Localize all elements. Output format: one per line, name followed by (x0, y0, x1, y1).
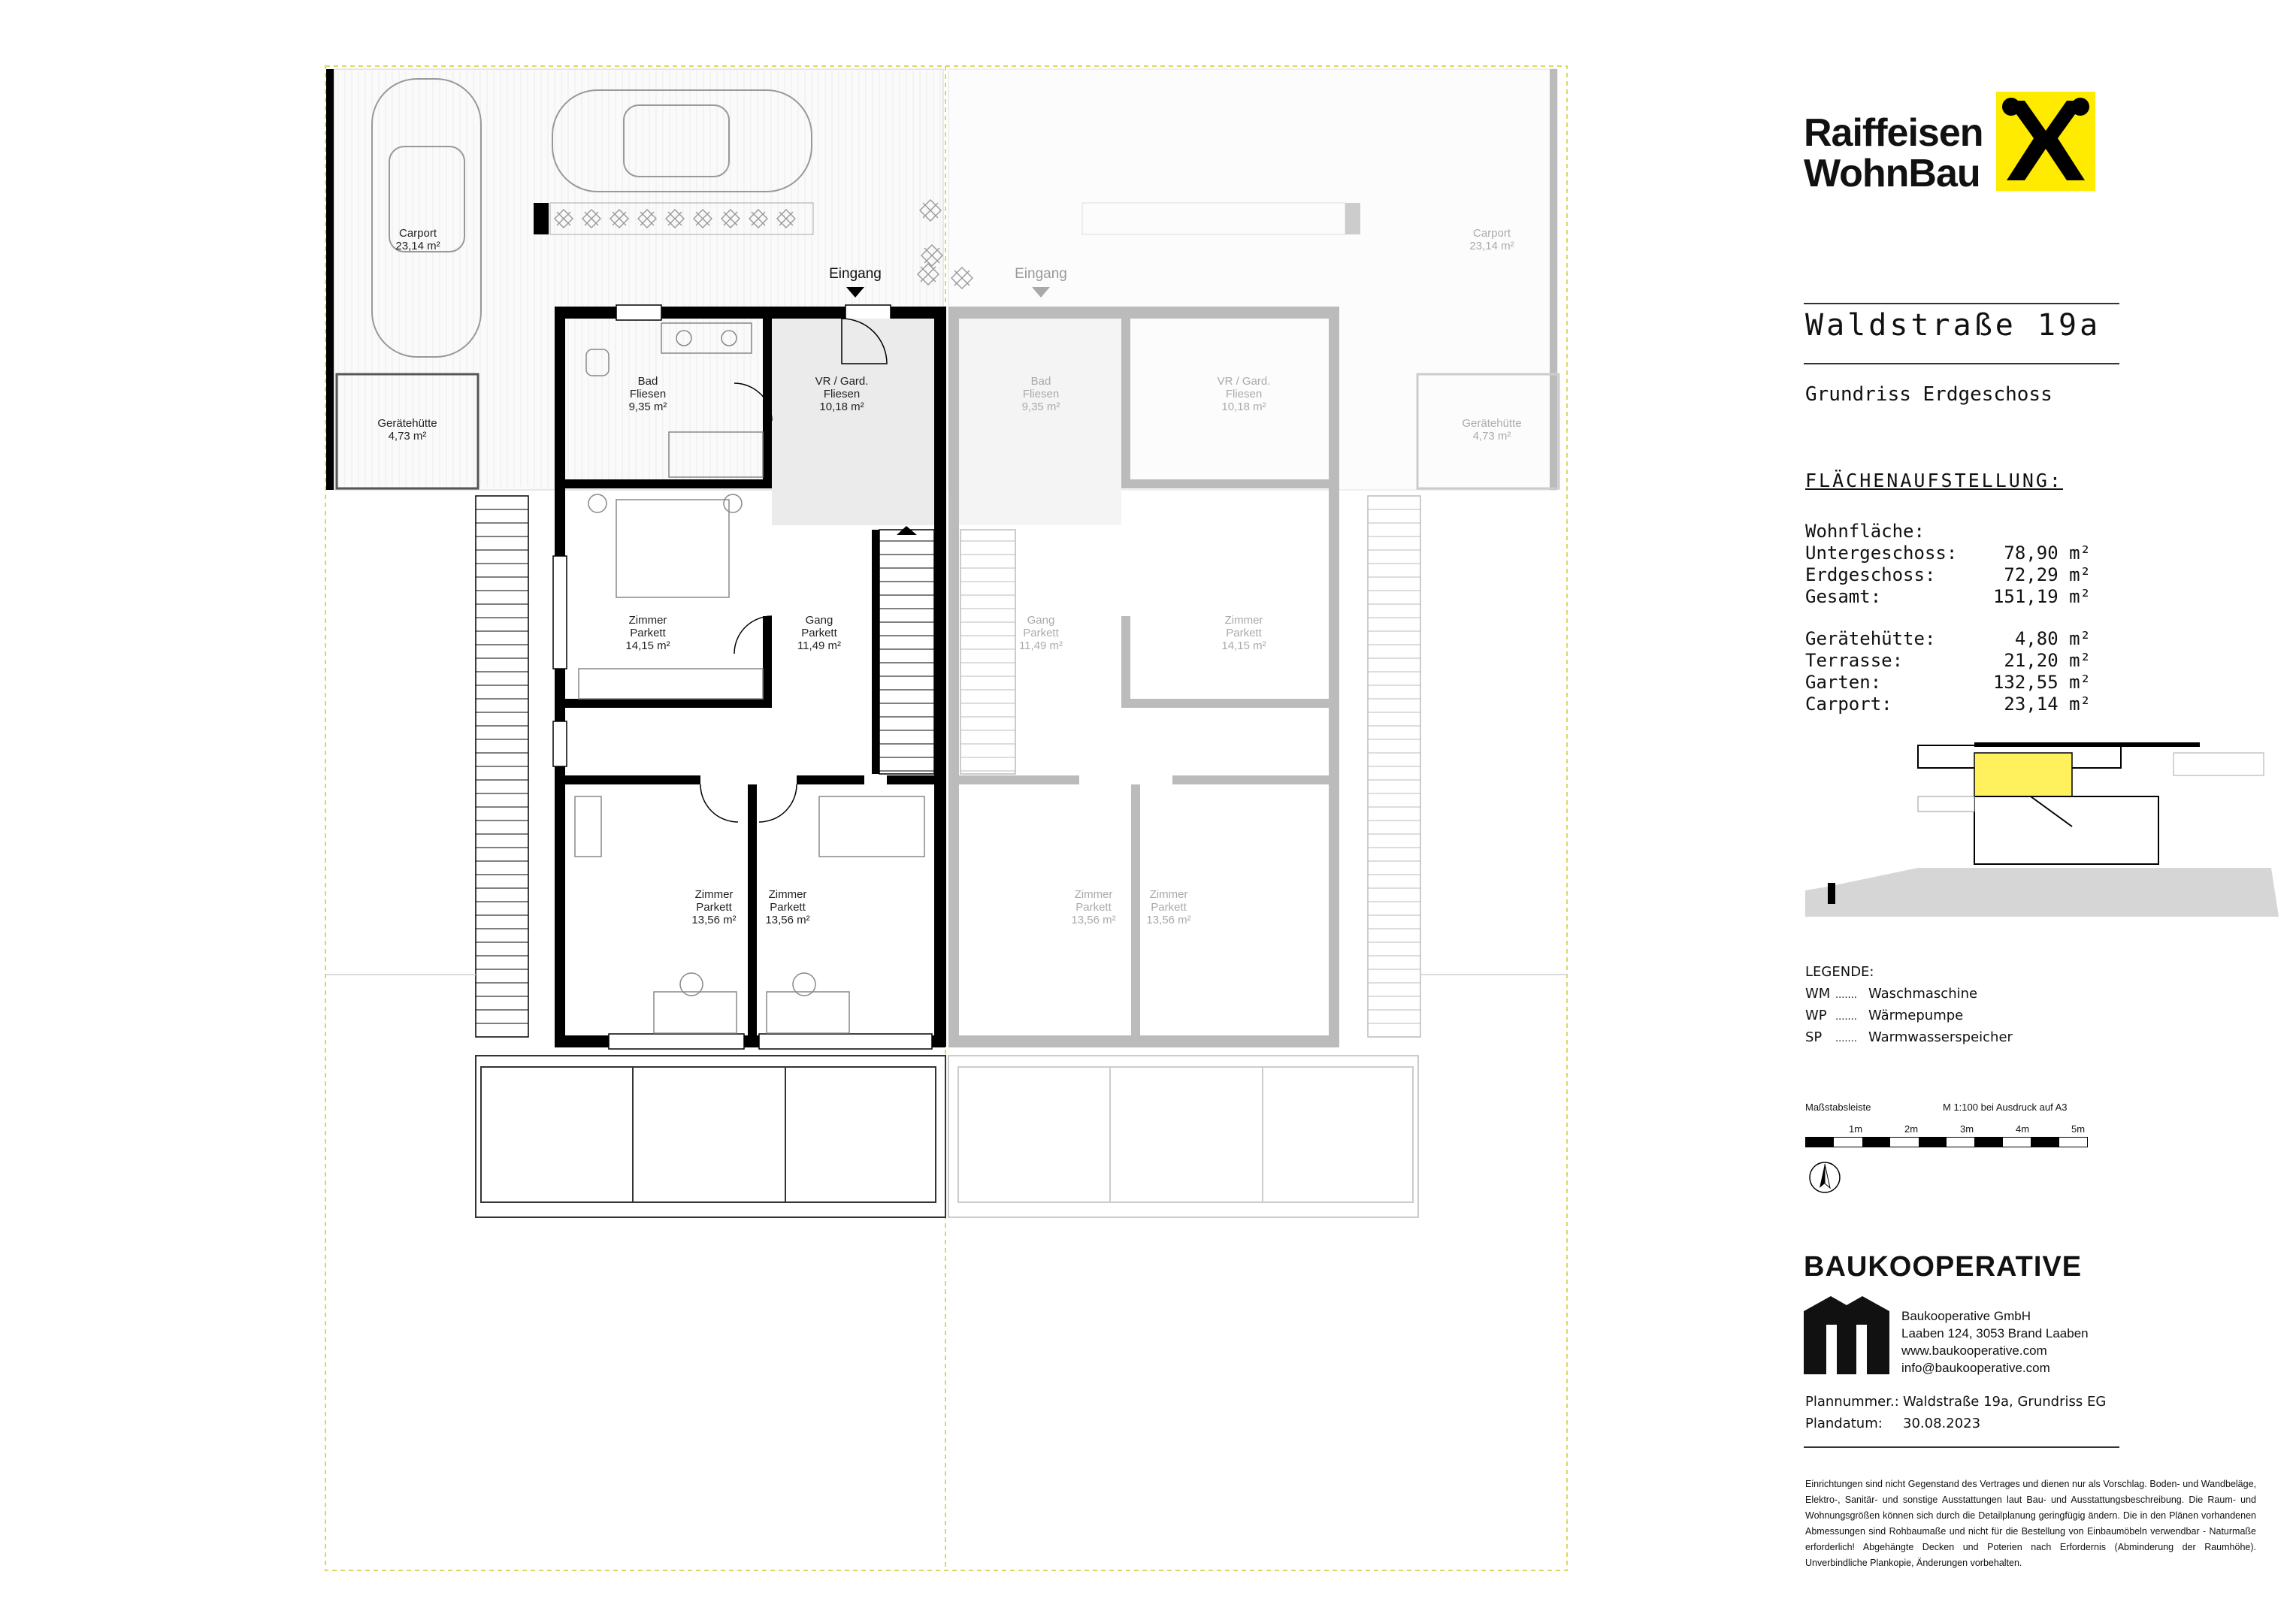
area-row (1805, 672, 2091, 694)
area-row (1805, 628, 2091, 650)
room-name: Carport (398, 227, 437, 240)
area-label: Gesamt: (1805, 586, 1882, 607)
legend-item (1805, 1029, 2013, 1045)
room-material: Fliesen (629, 388, 667, 400)
neighbour-terrace (948, 1056, 1418, 1217)
area-value: 78,90 m² (2004, 543, 2091, 564)
area-table-heading: FLÄCHENAUFSTELLUNG: (1805, 470, 2063, 491)
room-name: Zimmer (768, 888, 807, 901)
brand-logo-text (1804, 113, 1983, 194)
entrance-label: Eingang (829, 266, 882, 282)
plan-subtitle: Grundriss Erdgeschoss (1805, 383, 2052, 406)
legend-abbr: SP (1805, 1029, 1823, 1045)
company-name: Baukooperative GmbH (1901, 1309, 2031, 1323)
building-section-sketch (1805, 736, 2279, 917)
neighbour-room-area: 13,56 m² (1071, 914, 1116, 926)
stair-arrow-icon (897, 526, 917, 535)
legend-abbr: WP (1805, 1008, 1827, 1023)
divider (1804, 1446, 2119, 1448)
hallway-floor (772, 319, 934, 525)
room-name: Gang (805, 614, 833, 627)
area-row (1805, 564, 2091, 586)
area-label: Untergeschoss: (1805, 543, 1958, 564)
room-material: Parkett (630, 627, 666, 639)
stair-flight (879, 530, 934, 774)
area-label: Terrasse: (1805, 650, 1904, 671)
company-address: Laaben 124, 3053 Brand Laaben (1901, 1326, 2089, 1340)
scale-label: Maßstabsleiste (1805, 1102, 1871, 1113)
entrance-label-neighbour: Eingang (1015, 266, 1067, 282)
plan-date-label: Plandatum: (1805, 1416, 1883, 1431)
interior-stair (879, 526, 934, 774)
company-email: info@baukooperative.com (1901, 1361, 2050, 1375)
carport-wall (326, 69, 334, 490)
area-label: Wohnfläche: (1805, 521, 1925, 542)
neighbour-room-material: Parkett (1075, 901, 1112, 914)
legend-dots: ....... (1835, 1033, 1857, 1044)
legend-text: Waschmaschine (1868, 986, 1978, 1002)
area-value: 132,55 m² (1992, 672, 2091, 693)
area-label: Carport: (1805, 694, 1892, 715)
room-material: Fliesen (823, 388, 861, 400)
room-name: VR / Gard. (815, 375, 869, 388)
area-row (1805, 586, 2091, 608)
neighbour-room-name: Gerätehütte (1462, 417, 1522, 430)
room-area: 14,15 m² (625, 639, 670, 652)
room-name: Bad (637, 375, 658, 388)
area-label: Erdgeschoss: (1805, 564, 1936, 585)
area-value: 72,29 m² (2004, 564, 2091, 585)
neighbour-room-area: 23,14 m² (1469, 240, 1514, 252)
disclaimer: Einrichtungen sind nicht Gegenstand des Vertrages und dienen nur als Vorschlag. Boden- und Wandbeläge, Elektro-, Sanitär- und sonstige Ausstattungen laut Bau- und Ausstattungsbeschreibung. Die Raum- und Wohnungsgrößen können sich durch die Detailplanung geringfügig ändern. Die in den Plänen vorhandenen Abmessungen sind Rohbaumaße und nicht für die Bestellung von Einbaumöbeln verwendbar - Naturmaße erforderlich! Abgehängte Decken und Poterien nach Erfordernis (Abminderung der Raumhöhe). Unverbindliche Plankopie, Änderungen vorbehalten. (1805, 1479, 2256, 1568)
legend-item (1805, 1008, 1963, 1023)
area-value: 4,80 m² (2014, 628, 2091, 649)
neighbour-room-material: Parkett (1023, 627, 1059, 639)
neighbour-room-name: Gang (1027, 614, 1055, 627)
room-area: 9,35 m² (628, 400, 667, 413)
company-website: www.baukooperative.com (1901, 1343, 2047, 1358)
room-area: 23,14 m² (395, 240, 440, 252)
neighbour-room-name: Zimmer (1224, 614, 1263, 627)
area-row (1805, 650, 2091, 672)
neighbour-room-material: Fliesen (1225, 388, 1263, 400)
room-area: 4,73 m² (388, 430, 427, 443)
stair-flight (960, 530, 1015, 774)
brand-line-1: Raiffeisen (1804, 111, 1983, 155)
neighbour-room-area: 11,49 m² (1018, 639, 1063, 652)
legend-dots: ....... (1835, 990, 1857, 1001)
room-material: Parkett (696, 901, 732, 914)
plan-number-value: Waldstraße 19a, Grundriss EG (1903, 1394, 2107, 1410)
scale-bar (1805, 1123, 2088, 1147)
area-label: Gerätehütte: (1805, 628, 1936, 649)
neighbour-room-area: 14,15 m² (1221, 639, 1266, 652)
neighbour-room-material: Parkett (1151, 901, 1187, 914)
scale-tick: 5m (2071, 1123, 2086, 1135)
area-label: Garten: (1805, 672, 1882, 693)
scale-tick: 4m (2016, 1123, 2030, 1135)
raiffeisen-gable-cross-icon (1996, 92, 2095, 191)
planter-wall (534, 203, 549, 234)
scale-note: M 1:100 bei Ausdruck auf A3 (1943, 1102, 2068, 1113)
neighbour-room-name: Zimmer (1074, 888, 1113, 901)
project-title: Waldstraße 19a (1805, 308, 2101, 343)
scale-tick: 2m (1904, 1123, 1919, 1135)
neighbour-room-area: 13,56 m² (1146, 914, 1191, 926)
legend-heading: LEGENDE: (1805, 964, 1874, 980)
legend-dots: ....... (1835, 1011, 1857, 1023)
neighbour-room-material: Parkett (1226, 627, 1262, 639)
neighbour-interior-stair (960, 530, 1015, 774)
garden-stairs (476, 496, 1420, 1037)
terrace (476, 1056, 945, 1217)
divider (1804, 363, 2119, 364)
room-material: Parkett (770, 901, 806, 914)
area-value: 21,20 m² (2004, 650, 2091, 671)
scale-tick: 1m (1849, 1123, 1863, 1135)
legend-text: Wärmepumpe (1868, 1008, 1964, 1023)
legend-item (1805, 986, 1977, 1002)
neighbour-room-name: Bad (1030, 375, 1051, 388)
neighbour-room-name: VR / Gard. (1217, 375, 1271, 388)
room-name: Gerätehütte (377, 417, 437, 430)
neighbour-room-area: 10,18 m² (1221, 400, 1266, 413)
room-name: Zimmer (628, 614, 667, 627)
room-area: 13,56 m² (765, 914, 810, 926)
room-area: 13,56 m² (691, 914, 737, 926)
scale-ticks (1805, 1123, 2088, 1137)
divider (1804, 303, 2119, 304)
room-area: 10,18 m² (819, 400, 864, 413)
neighbour-room-name: Carport (1472, 227, 1511, 240)
scale-tick: 3m (1960, 1123, 1974, 1135)
neighbour-room-material: Fliesen (1022, 388, 1060, 400)
area-row (1805, 694, 2091, 715)
neighbour-room-area: 9,35 m² (1021, 400, 1060, 413)
baukooperative-wordmark: BAUKOOPERATIVE (1804, 1251, 2083, 1283)
neighbour-room-name: Zimmer (1149, 888, 1188, 901)
baukooperative-contact (1901, 1307, 2089, 1377)
area-row (1805, 543, 2091, 564)
neighbour-room-area: 4,73 m² (1472, 430, 1511, 443)
baukooperative-logo-icon (1804, 1296, 1889, 1374)
plan-number-label: Plannummer.: (1805, 1394, 1899, 1410)
area-value: 23,14 m² (2004, 694, 2091, 715)
legend-text: Warmwasserspeicher (1868, 1029, 2013, 1045)
area-row (1805, 521, 2091, 543)
plan-date-value: 30.08.2023 (1903, 1416, 1981, 1431)
area-value: 151,19 m² (1992, 586, 2091, 607)
room-name: Zimmer (694, 888, 734, 901)
room-area: 11,49 m² (797, 639, 842, 652)
title-block (1804, 0, 2285, 1623)
room-material: Parkett (801, 627, 837, 639)
legend-abbr: WM (1805, 986, 1831, 1002)
brand-line-2: WohnBau (1804, 152, 1980, 195)
north-arrow-icon (1808, 1161, 1841, 1194)
